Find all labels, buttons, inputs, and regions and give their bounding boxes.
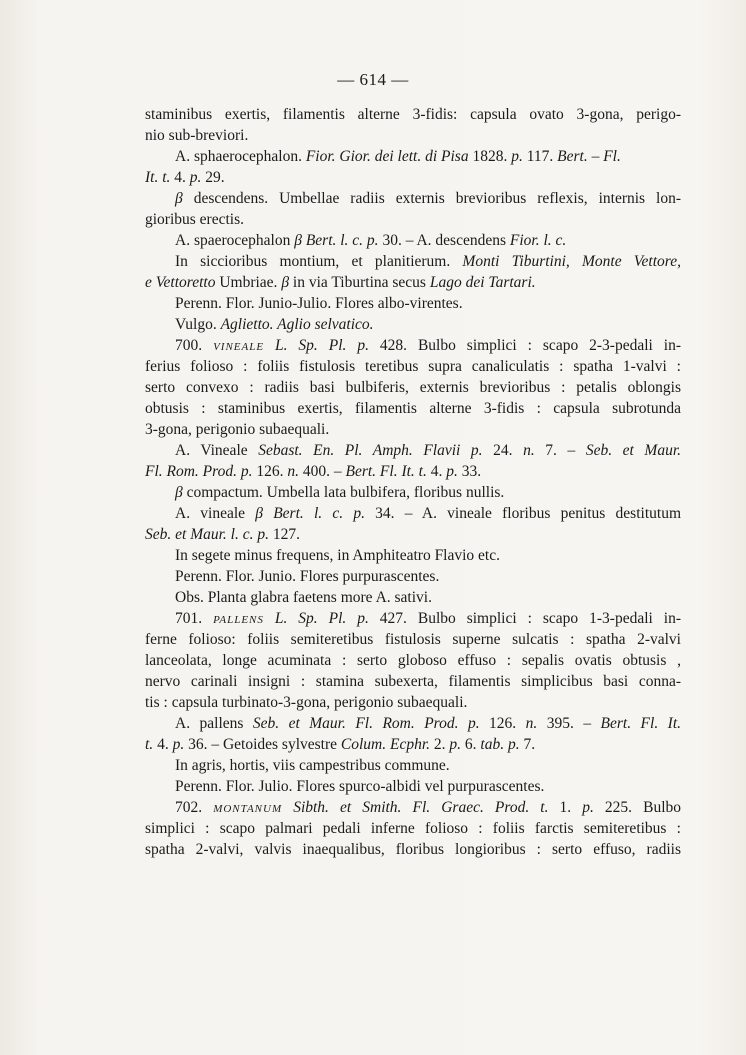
text-run: t.: [145, 736, 154, 753]
text-line: [145, 440, 681, 461]
text-run: L. Sp. Pl. p.: [263, 610, 369, 627]
text-run: Monti Tiburtini, Monte Vettore,: [462, 253, 681, 270]
text-run: tis : capsula turbinato-3-gona, perigonio subaequali.: [145, 694, 468, 711]
text-run: A. vineale: [175, 505, 256, 522]
text-run: Seb. et Maur. l. c. p.: [145, 526, 269, 543]
text-run: 225. Bulbo: [593, 799, 681, 816]
text-line: [145, 713, 681, 734]
text-line: [145, 209, 681, 230]
text-run: n.: [525, 715, 538, 732]
text-run: 6.: [461, 736, 481, 753]
text-line: [145, 419, 681, 440]
text-line: [145, 503, 681, 524]
text-line: [145, 797, 681, 818]
text-run: 4.: [426, 463, 447, 480]
text-run: A. spaerocephalon: [175, 232, 295, 249]
text-run: n.: [523, 442, 535, 459]
text-run: serto convexo : radiis basi bulbiferis, externis brevioribus : petalis oblongis: [145, 379, 681, 396]
text-run: A. sphaerocephalon.: [175, 148, 306, 165]
text-run: Fl. Rom. Prod. p.: [145, 463, 253, 480]
text-line: [145, 335, 681, 356]
text-run: p.: [511, 148, 523, 165]
text-run: in via Tiburtina secus: [289, 274, 430, 291]
text-run: In siccioribus montium, et planitierum.: [175, 253, 463, 270]
text-run: A. pallens: [175, 715, 253, 732]
text-run: 1828.: [468, 148, 512, 165]
text-run: 1.: [548, 799, 583, 816]
text-run: nio sub-breviori.: [145, 127, 249, 144]
text-run: 7. –: [534, 442, 586, 459]
text-line: [145, 608, 681, 629]
text-run: 2.: [430, 736, 450, 753]
text-run: ferne folioso: foliis semiteretibus fistulosis superne sulcatis : spatha 2-valvi: [145, 631, 681, 648]
text-run: spatha 2-valvi, valvis inaequalibus, floribus longioribus : serto effuso, radiis: [145, 841, 681, 858]
text-run: nervo carinali insigni : stamina subexerta, filamentis simplicibus basi conna-: [145, 673, 681, 690]
text-line: [145, 692, 681, 713]
text-run: Fior. l. c.: [509, 232, 567, 249]
text-line: [145, 230, 681, 251]
text-run: Sibth. et Smith. Fl. Graec. Prod. t.: [282, 799, 549, 816]
text-run: gioribus erectis.: [145, 211, 245, 228]
text-line: [145, 314, 681, 335]
text-run: Bert. – Fl.: [557, 148, 621, 165]
text-line: [145, 629, 681, 650]
text-line: [145, 356, 681, 377]
text-run: 700.: [175, 337, 214, 354]
text-run: 702.: [175, 799, 214, 816]
text-run: 36. – Getoides sylvestre: [184, 736, 341, 753]
text-run: 4.: [170, 169, 190, 186]
text-run: β: [175, 190, 183, 207]
text-run: It. t.: [145, 169, 171, 186]
text-line: [145, 188, 681, 209]
text-line: [145, 293, 681, 314]
text-line: [145, 146, 681, 167]
text-run: 427. Bulbo simplici : scapo 1-3-pedali in-: [368, 610, 681, 627]
text-run: p.: [172, 736, 185, 753]
text-line: [145, 272, 681, 293]
text-run: 30. – A. descendens: [378, 232, 510, 249]
text-line: [145, 524, 681, 545]
text-run: 29.: [201, 169, 225, 186]
text-run: descendens. Umbellae radiis externis brevioribus reflexis, internis lon-: [182, 190, 681, 207]
text-run: e Vettoretto: [145, 274, 216, 291]
text-run: Vulgo.: [175, 316, 221, 333]
text-run: lanceolata, longe acuminata : serto globoso effuso : sepalis ovatis obtusis ,: [145, 652, 681, 669]
text-run: 701.: [175, 610, 214, 627]
text-run: Umbriae.: [215, 274, 282, 291]
text-run: p.: [189, 169, 202, 186]
text-run: Obs. Planta glabra faetens more A. sativi.: [175, 589, 432, 606]
text-run: Seb. et Maur.: [585, 442, 681, 459]
text-run: 33.: [457, 463, 482, 480]
text-run: n.: [287, 463, 299, 480]
text-run: In segete minus frequens, in Amphiteatro Flavio etc.: [175, 547, 500, 564]
text-line: [145, 482, 681, 503]
text-run: tab. p.: [480, 736, 520, 753]
body-text: [145, 104, 681, 860]
text-run: Aglietto. Aglio selvatico.: [220, 316, 374, 333]
text-run: A. Vineale: [175, 442, 259, 459]
text-line: [145, 818, 681, 839]
text-run: 126.: [252, 463, 288, 480]
text-run: β: [175, 484, 183, 501]
text-line: [145, 776, 681, 797]
text-line: [145, 398, 681, 419]
text-run: β Bert. l. c. p.: [255, 505, 365, 522]
text-run: p.: [446, 463, 458, 480]
text-run: Sebast. En. Pl. Amph. Flavii p.: [258, 442, 483, 459]
text-line: [145, 587, 681, 608]
text-run: 400. –: [299, 463, 346, 480]
text-run: VINEALE: [213, 341, 265, 353]
page-number: — 614 —: [337, 70, 409, 89]
text-run: p.: [449, 736, 462, 753]
text-line: [145, 755, 681, 776]
text-line: [145, 104, 681, 125]
text-run: PALLENS: [213, 614, 264, 626]
text-run: β: [281, 274, 290, 291]
text-line: [145, 251, 681, 272]
text-line: [145, 125, 681, 146]
text-run: Seb. et Maur. Fl. Rom. Prod. p.: [252, 715, 480, 732]
text-run: 117.: [522, 148, 558, 165]
text-line: [145, 734, 681, 755]
text-line: [145, 839, 681, 860]
text-line: [145, 545, 681, 566]
text-run: p.: [582, 799, 594, 816]
text-run: 4.: [153, 736, 173, 753]
text-line: [145, 650, 681, 671]
text-run: L. Sp. Pl. p.: [264, 337, 369, 354]
text-line: [145, 377, 681, 398]
text-line: [145, 671, 681, 692]
text-run: ferius folioso : foliis fistulosis teretibus supra canaliculatis : spatha 1-valvi :: [145, 358, 681, 375]
text-run: 34. – A. vineale floribus penitus destitutum: [364, 505, 681, 522]
text-run: 127.: [268, 526, 300, 543]
text-run: 126.: [479, 715, 526, 732]
text-run: Perenn. Flor. Junio. Flores purpurascentes.: [175, 568, 440, 585]
text-line: [145, 167, 681, 188]
text-run: 24.: [482, 442, 524, 459]
text-run: Perenn. Flor. Junio-Julio. Flores albo-virentes.: [175, 295, 463, 312]
text-run: staminibus exertis, filamentis alterne 3-fidis: capsula ovato 3-gona, perigo-: [145, 106, 681, 123]
text-run: Lago dei Tartari.: [429, 274, 536, 291]
text-run: MONTANUM: [213, 803, 283, 815]
text-run: 428. Bulbo simplici : scapo 2-3-pedali in-: [368, 337, 681, 354]
text-run: Perenn. Flor. Julio. Flores spurco-albidi vel purpurascentes.: [175, 778, 545, 795]
text-run: compactum. Umbella lata bulbifera, floribus nullis.: [182, 484, 505, 501]
text-line: [145, 461, 681, 482]
text-run: Bert. Fl. It. t.: [345, 463, 427, 480]
text-run: In agris, hortis, viis campestribus commune.: [175, 757, 450, 774]
text-run: simplici : scapo palmari pedali inferne folioso : foliis farctis semiteretibus :: [145, 820, 681, 837]
text-run: 7.: [519, 736, 536, 753]
text-run: Fior. Gior. dei lett. di Pisa: [305, 148, 469, 165]
text-run: 3-gona, perigonio subaequali.: [145, 421, 330, 438]
text-run: obtusis : staminibus exertis, filamentis alterne 3-fidis : capsula subrotunda: [145, 400, 681, 417]
text-run: Bert. Fl. It.: [600, 715, 681, 732]
text-run: β Bert. l. c. p.: [294, 232, 379, 249]
text-run: 395. –: [537, 715, 601, 732]
text-run: Colum. Ecphr.: [340, 736, 431, 753]
text-line: [145, 566, 681, 587]
